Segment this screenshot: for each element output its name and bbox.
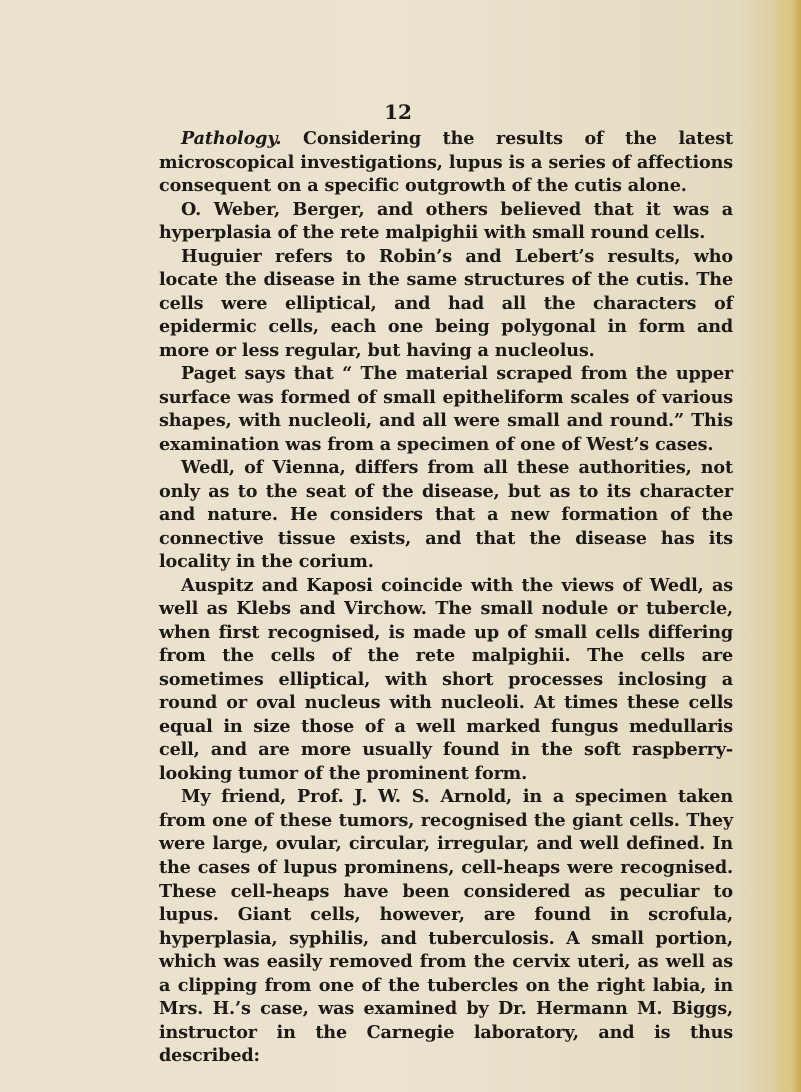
- section-heading: Pathology.: [181, 128, 282, 149]
- paragraph-huguier: Huguier refers to Robin’s and Lebert’s results, who locate the disease in the same structures of the cutis. The cells were elliptical, and had all the characters of epidermic cells, each one being polygonal in form and more or less regular, but having a nucleolus.: [159, 245, 733, 361]
- paragraph-text: Considering the results of the latest microscopical investigations, lupus is a series of affections consequent on a specific outgrowth of the cutis alone.: [159, 128, 733, 197]
- paragraph-paget: Paget says that “ The material scraped from the upper surface was formed of small epitheliform scales of various shapes, with nucleoli, and all were small and round.” This examination was from a specimen of one of West’s cases.: [159, 363, 733, 455]
- paragraph-arnold: My friend, Prof. J. W. S. Arnold, in a specimen taken from one of these tumors, recognised the giant cells. They were large, ovular, circular, irregular, and well defined. In the cases of lupus prominens, cell-heaps were recognised. These cell-heaps have been considered as peculiar to lupus. Giant cells, however, are found in scrofula, hyperplasia, syphilis, and tuberculosis. A small portion, which was easily removed from the cervix uteri, as well as a clipping from one of the tubercles on the right labia, in Mrs. H.’s case, was examined by Dr. Hermann M. Biggs, instructor in the Carnegie laboratory, and is thus described:: [159, 786, 733, 1067]
- page-number: 12: [384, 100, 412, 124]
- paragraph-auspitz: Auspitz and Kaposi coincide with the views of Wedl, as well as Klebs and Virchow. The small nodule or tubercle, when first recognised, is made up of small cells differing from the cells of the rete malpighii. The cells are sometimes elliptical, with short processes inclosing a round or oval nucleus with nucleoli. At times these cells equal in size those of a well marked fungus medullaris cell, and are more usually found in the soft raspberry-looking tumor of the prominent form.: [159, 574, 733, 784]
- paragraph-wedl: Wedl, of Vienna, differs from all these authorities, not only as to the seat of the disease, but as to its character and nature. He considers that a new formation of the connective tissue exists, and that the disease has its locality in the corium.: [159, 457, 733, 573]
- paragraph-pathology: [159, 127, 733, 198]
- page-edge: [771, 0, 801, 1092]
- paragraph-weber: O. Weber, Berger, and others believed that it was a hyperplasia of the rete malpighii with small round cells.: [159, 198, 733, 244]
- body-text: [159, 127, 733, 1068]
